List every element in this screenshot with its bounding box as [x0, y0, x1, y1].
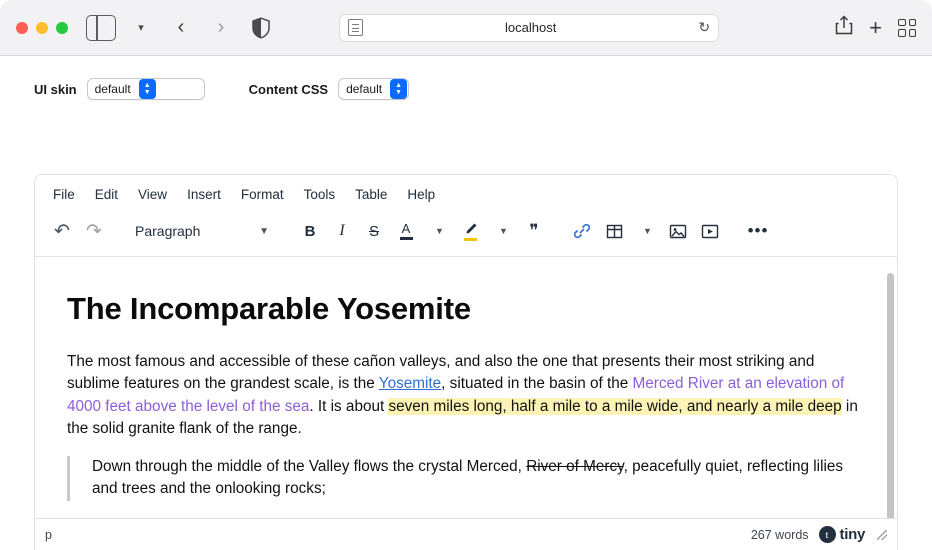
forward-icon: › [217, 16, 225, 38]
reader-view-icon[interactable] [348, 19, 363, 36]
minimize-window-button[interactable] [36, 22, 48, 34]
close-window-button[interactable] [16, 22, 28, 34]
image-icon [669, 223, 687, 240]
bold-button[interactable] [295, 216, 325, 246]
share-icon [835, 15, 853, 35]
tiny-branding[interactable] [819, 526, 865, 543]
highlight-bar [464, 238, 477, 241]
chevron-down-icon: ▼ [259, 225, 269, 237]
quote-struck-text: River of Mercy [526, 458, 624, 476]
document-title: The Incomparable Yosemite [67, 291, 471, 326]
address-bar[interactable] [339, 14, 719, 42]
redo-button[interactable]: ↷ [86, 220, 102, 242]
tiny-logo-icon: t [819, 526, 836, 543]
forward-button[interactable] [206, 15, 236, 41]
menu-edit[interactable]: Edit [94, 187, 119, 202]
window-controls[interactable] [16, 22, 68, 34]
page-content [0, 56, 932, 550]
strikethrough-button[interactable] [359, 216, 389, 246]
media-icon [701, 223, 719, 240]
block-format-select[interactable] [127, 216, 277, 246]
new-tab-button[interactable]: + [869, 14, 882, 40]
menu-insert[interactable]: Insert [187, 187, 221, 202]
bold-icon: B [304, 222, 316, 240]
more-toolbar-button[interactable]: ••• [747, 221, 769, 240]
stepper-icon: ▲ ▼ [139, 79, 156, 99]
menu-file[interactable]: File [53, 187, 75, 202]
statusbar-right [751, 526, 887, 543]
grid-cell-icon [909, 19, 917, 27]
color-bar [400, 237, 413, 240]
strikethrough-icon: S [368, 222, 379, 240]
menu-help[interactable]: Help [407, 187, 436, 202]
scrollbar-thumb[interactable] [887, 273, 894, 535]
tiny-logo-text: tiny [839, 526, 865, 543]
grid-cell-icon [898, 19, 906, 27]
ui-skin-label: UI skin [34, 81, 77, 97]
highlight-icon [463, 222, 478, 241]
word-count[interactable]: 267 words [750, 527, 809, 542]
url-text: localhost [505, 20, 557, 35]
stepper-icon: ▲ ▼ [390, 79, 407, 99]
insert-media-button[interactable] [695, 216, 725, 246]
ui-skin-select[interactable] [87, 78, 205, 100]
shield-icon [251, 17, 271, 39]
undo-button[interactable]: ↶ [54, 220, 70, 242]
para1-text-4: in the solid granite flank of the range. [67, 397, 858, 437]
table-button[interactable] [599, 216, 629, 246]
yosemite-link[interactable]: Yosemite [378, 375, 442, 393]
table-dropdown[interactable] [631, 216, 661, 246]
menu-table[interactable]: Table [355, 187, 388, 202]
chevron-down-icon: ▾ [138, 22, 144, 34]
editor-scrollbar[interactable] [887, 273, 894, 550]
text-color-letter: A [401, 221, 411, 236]
text-color-icon [400, 222, 413, 240]
blockquote [67, 456, 865, 501]
text-color-button[interactable] [391, 216, 421, 246]
sidebar-toggle-button[interactable] [86, 15, 116, 41]
grid-cell-icon [909, 29, 917, 37]
reload-icon[interactable]: ↻ [698, 19, 711, 35]
chrome-right-actions [835, 15, 916, 40]
italic-icon: I [339, 222, 345, 239]
back-icon: ‹ [177, 16, 185, 38]
block-format-value: Paragraph [135, 223, 201, 239]
sidebar-icon [86, 15, 116, 41]
share-button[interactable] [835, 15, 853, 40]
quote-text-2: , peacefully quiet, reflecting lilies and trees and the onlooking rocks; [92, 458, 844, 498]
content-css-value: default [346, 82, 383, 96]
menu-view[interactable]: View [138, 187, 168, 202]
tab-grid-button[interactable] [898, 19, 916, 37]
demo-options-row [16, 56, 916, 114]
table-icon [606, 223, 623, 240]
chevron-down-icon: ▼ [499, 226, 508, 236]
back-button[interactable] [166, 15, 196, 41]
chevron-down-icon: ▼ [643, 226, 652, 236]
link-button[interactable] [567, 216, 597, 246]
chevron-down-icon: ▼ [435, 226, 444, 236]
menu-tools[interactable]: Tools [303, 187, 336, 202]
link-icon [573, 222, 591, 240]
blockquote-button[interactable]: ❞ [529, 221, 539, 240]
resize-handle[interactable] [877, 530, 887, 540]
paragraph-1 [67, 351, 865, 440]
content-css-label: Content CSS [248, 81, 329, 97]
para1-colored-text: Merced River at an elevation of 4000 feet above the level of the sea [67, 375, 845, 415]
highlight-color-dropdown[interactable] [487, 216, 517, 246]
privacy-report-button[interactable] [246, 15, 276, 41]
para1-text-2: , situated in the basin of the [441, 375, 633, 393]
ui-skin-value: default [94, 82, 131, 96]
tinymce-editor [34, 174, 898, 550]
text-color-dropdown[interactable] [423, 216, 453, 246]
editor-statusbar [35, 518, 897, 550]
browser-toolbar [0, 0, 932, 56]
content-css-select[interactable] [338, 78, 409, 100]
para1-highlighted-text: seven miles long, half a mile to a mile wide, and nearly a mile deep [388, 397, 842, 415]
quote-text-1: Down through the middle of the Valley flows the crystal Merced, [92, 458, 527, 476]
grid-cell-icon [898, 29, 906, 37]
para1-text-3: . It is about [309, 397, 389, 415]
pen-icon [463, 222, 478, 236]
editor-toolbar [35, 212, 897, 257]
highlight-color-button[interactable] [455, 216, 485, 246]
blockquote-paragraph [92, 456, 865, 501]
para1-text-1: The most famous and accessible of these cañon valleys, and also the one that presents their most striking and sublime features on the grandest scale, is the [67, 353, 815, 393]
tab-overview-button[interactable] [126, 15, 156, 41]
editor-menubar [35, 175, 897, 212]
element-path[interactable]: p [45, 527, 52, 542]
italic-button[interactable] [327, 216, 357, 246]
insert-image-button[interactable] [663, 216, 693, 246]
menu-format[interactable]: Format [240, 187, 284, 202]
maximize-window-button[interactable] [56, 22, 68, 34]
editor-content-area[interactable] [35, 269, 897, 512]
